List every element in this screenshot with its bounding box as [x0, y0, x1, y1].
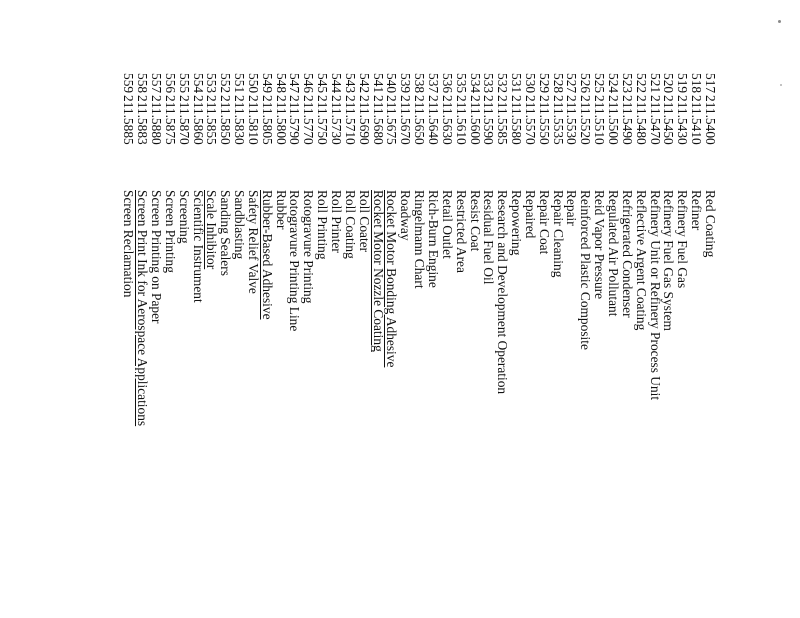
section-code: 211.5600 [467, 95, 483, 145]
term-name: Screening [176, 190, 192, 244]
row-number: 553 [204, 73, 220, 94]
row-number: 522 [633, 73, 649, 94]
row-number: 543 [342, 73, 358, 94]
term-name: Safety Relief Valve [245, 190, 261, 294]
section-code: 211.5500 [606, 95, 622, 145]
section-code: 211.5430 [675, 95, 691, 145]
row-number: 536 [439, 73, 455, 94]
row-number: 550 [245, 73, 261, 94]
section-code: 211.5690 [356, 95, 372, 145]
row-number: 534 [467, 73, 483, 94]
term-name: Rotogravure Printing Line [287, 190, 303, 332]
section-code: 211.5630 [439, 95, 455, 145]
section-code: 211.5640 [426, 95, 441, 145]
row-number: 556 [162, 73, 178, 94]
row-number: 555 [176, 73, 192, 94]
section-code: 211.5730 [329, 95, 345, 145]
row-number: 552 [218, 73, 234, 94]
row-number: 545 [315, 73, 331, 94]
section-code: 211.5585 [495, 95, 511, 145]
row-number: 523 [619, 73, 635, 94]
row-number: 528 [550, 73, 566, 94]
row-number: 537 [426, 73, 441, 94]
row-number: 547 [287, 73, 303, 94]
section-code: 211.5875 [162, 95, 178, 145]
term-name: Repair [564, 190, 580, 226]
term-name: Refiner [689, 190, 705, 231]
section-code: 211.5800 [273, 95, 289, 145]
term-name: Screen Printing on Paper [149, 190, 164, 324]
term-name: Reinforced Plastic Composite [578, 190, 594, 350]
section-code: 211.5830 [232, 95, 248, 145]
row-number: 559 [121, 73, 137, 94]
section-code: 211.5750 [315, 95, 331, 145]
row-number: 539 [398, 73, 414, 94]
section-code: 211.5855 [204, 95, 220, 145]
term-name: Rubber-Based Adhesive [259, 190, 275, 320]
row-number: 551 [232, 73, 248, 94]
section-code: 211.5535 [550, 95, 566, 145]
row-number: 540 [384, 73, 400, 94]
term-name: Screen Print Ink for Aerospace Applications [135, 190, 151, 427]
term-name: Research and Development Operation [495, 190, 511, 395]
term-name: Residual Fuel Oil [481, 190, 497, 285]
term-name: Scientific Instrument [190, 190, 206, 303]
term-name: Repair Coat [536, 190, 552, 255]
term-name: Refrigerated Condenser [619, 190, 635, 318]
section-code: 211.5400 [703, 95, 718, 145]
row-number: 529 [536, 73, 552, 94]
row-number: 549 [259, 73, 275, 94]
term-name: Regulated Air Pollutant [606, 190, 622, 317]
term-name: Retail Outlet [439, 190, 455, 259]
section-code: 211.5885 [121, 95, 137, 145]
row-number: 519 [675, 73, 691, 94]
term-name: Roll Coater [356, 190, 372, 253]
section-code: 211.5570 [522, 95, 538, 145]
section-code: 211.5675 [384, 95, 400, 145]
term-name: Sanding Sealers [218, 190, 234, 276]
section-code: 211.5580 [509, 95, 525, 145]
row-number: 524 [606, 73, 622, 94]
section-code: 211.5490 [619, 95, 635, 145]
term-name: Rocket Motor Nozzle Coating [370, 190, 386, 352]
row-number: 520 [661, 73, 677, 94]
term-name: Refinery Fuel Gas [675, 190, 691, 289]
term-name: Repair Cleaning [550, 190, 566, 278]
section-code: 211.5680 [370, 95, 386, 145]
term-name: Scale Inhibitor [204, 190, 220, 270]
row-number: 527 [564, 73, 580, 94]
row-number: 517 [703, 73, 718, 94]
term-name: Roadway [398, 190, 414, 241]
section-code: 211.5590 [481, 95, 497, 145]
term-name: Refinery Unit or Refinery Process Unit [647, 190, 663, 401]
term-name: Roll Printing [315, 190, 331, 260]
term-name: Reid Vapor Pressure [592, 190, 608, 300]
section-code: 211.5610 [453, 95, 469, 145]
row-number: 542 [356, 73, 372, 94]
section-code: 211.5860 [190, 95, 206, 145]
section-code: 211.5883 [135, 95, 151, 145]
row-number: 526 [578, 73, 594, 94]
row-number: 518 [689, 73, 705, 94]
section-code: 211.5480 [633, 95, 649, 145]
term-name: Repowering [509, 190, 525, 256]
row-number: 546 [301, 73, 317, 94]
term-name: Roll Printer [329, 190, 345, 253]
term-name: Refinery Fuel Gas System [661, 190, 677, 331]
section-code: 211.5550 [536, 95, 552, 145]
section-code: 211.5710 [342, 95, 358, 145]
row-number: 554 [190, 73, 206, 94]
term-name: Rich-Burn Engine [426, 190, 441, 288]
term-name: Rubber [273, 190, 289, 230]
section-code: 211.5670 [398, 95, 414, 145]
term-name: Repaired [522, 190, 538, 239]
section-code: 211.5770 [301, 95, 317, 145]
term-name: Screen Reclamation [121, 190, 137, 298]
row-number: 544 [329, 73, 345, 94]
section-code: 211.5870 [176, 95, 192, 145]
row-number: 535 [453, 73, 469, 94]
section-code: 211.5805 [259, 95, 275, 145]
term-name: Reflective Argent Coating [633, 190, 649, 331]
section-code: 211.5410 [689, 95, 705, 145]
term-name: Red Coating [703, 190, 718, 258]
row-number: 558 [135, 73, 151, 94]
row-number: 521 [647, 73, 663, 94]
section-code: 211.5450 [661, 95, 677, 145]
row-number: 532 [495, 73, 511, 94]
section-code: 211.5510 [592, 95, 608, 145]
term-name: Screen Printing [162, 190, 178, 273]
scan-speck [780, 84, 782, 86]
row-number: 557 [149, 73, 164, 94]
scan-speck [778, 20, 781, 23]
section-code: 211.5790 [287, 95, 303, 145]
term-name: Roll Coating [342, 190, 358, 259]
term-name: Sandblasting [232, 190, 248, 260]
row-number: 531 [509, 73, 525, 94]
section-code: 211.5810 [245, 95, 261, 145]
section-code: 211.5530 [564, 95, 580, 145]
section-code: 211.5880 [149, 95, 164, 145]
row-number: 541 [370, 73, 386, 94]
row-number: 525 [592, 73, 608, 94]
row-number: 533 [481, 73, 497, 94]
row-number: 538 [412, 73, 428, 94]
term-name: Ringelmann Chart [412, 190, 428, 289]
section-code: 211.5520 [578, 95, 594, 145]
term-name: Rocket Motor Bonding Adhesive [384, 190, 400, 368]
term-name: Resist Coat [467, 190, 483, 252]
row-number: 530 [522, 73, 538, 94]
section-code: 211.5650 [412, 95, 428, 145]
section-code: 211.5470 [647, 95, 663, 145]
row-number: 548 [273, 73, 289, 94]
term-name: Restricted Area [453, 190, 469, 273]
section-code: 211.5850 [218, 95, 234, 145]
term-name: Rotogravure Printing [301, 190, 317, 304]
